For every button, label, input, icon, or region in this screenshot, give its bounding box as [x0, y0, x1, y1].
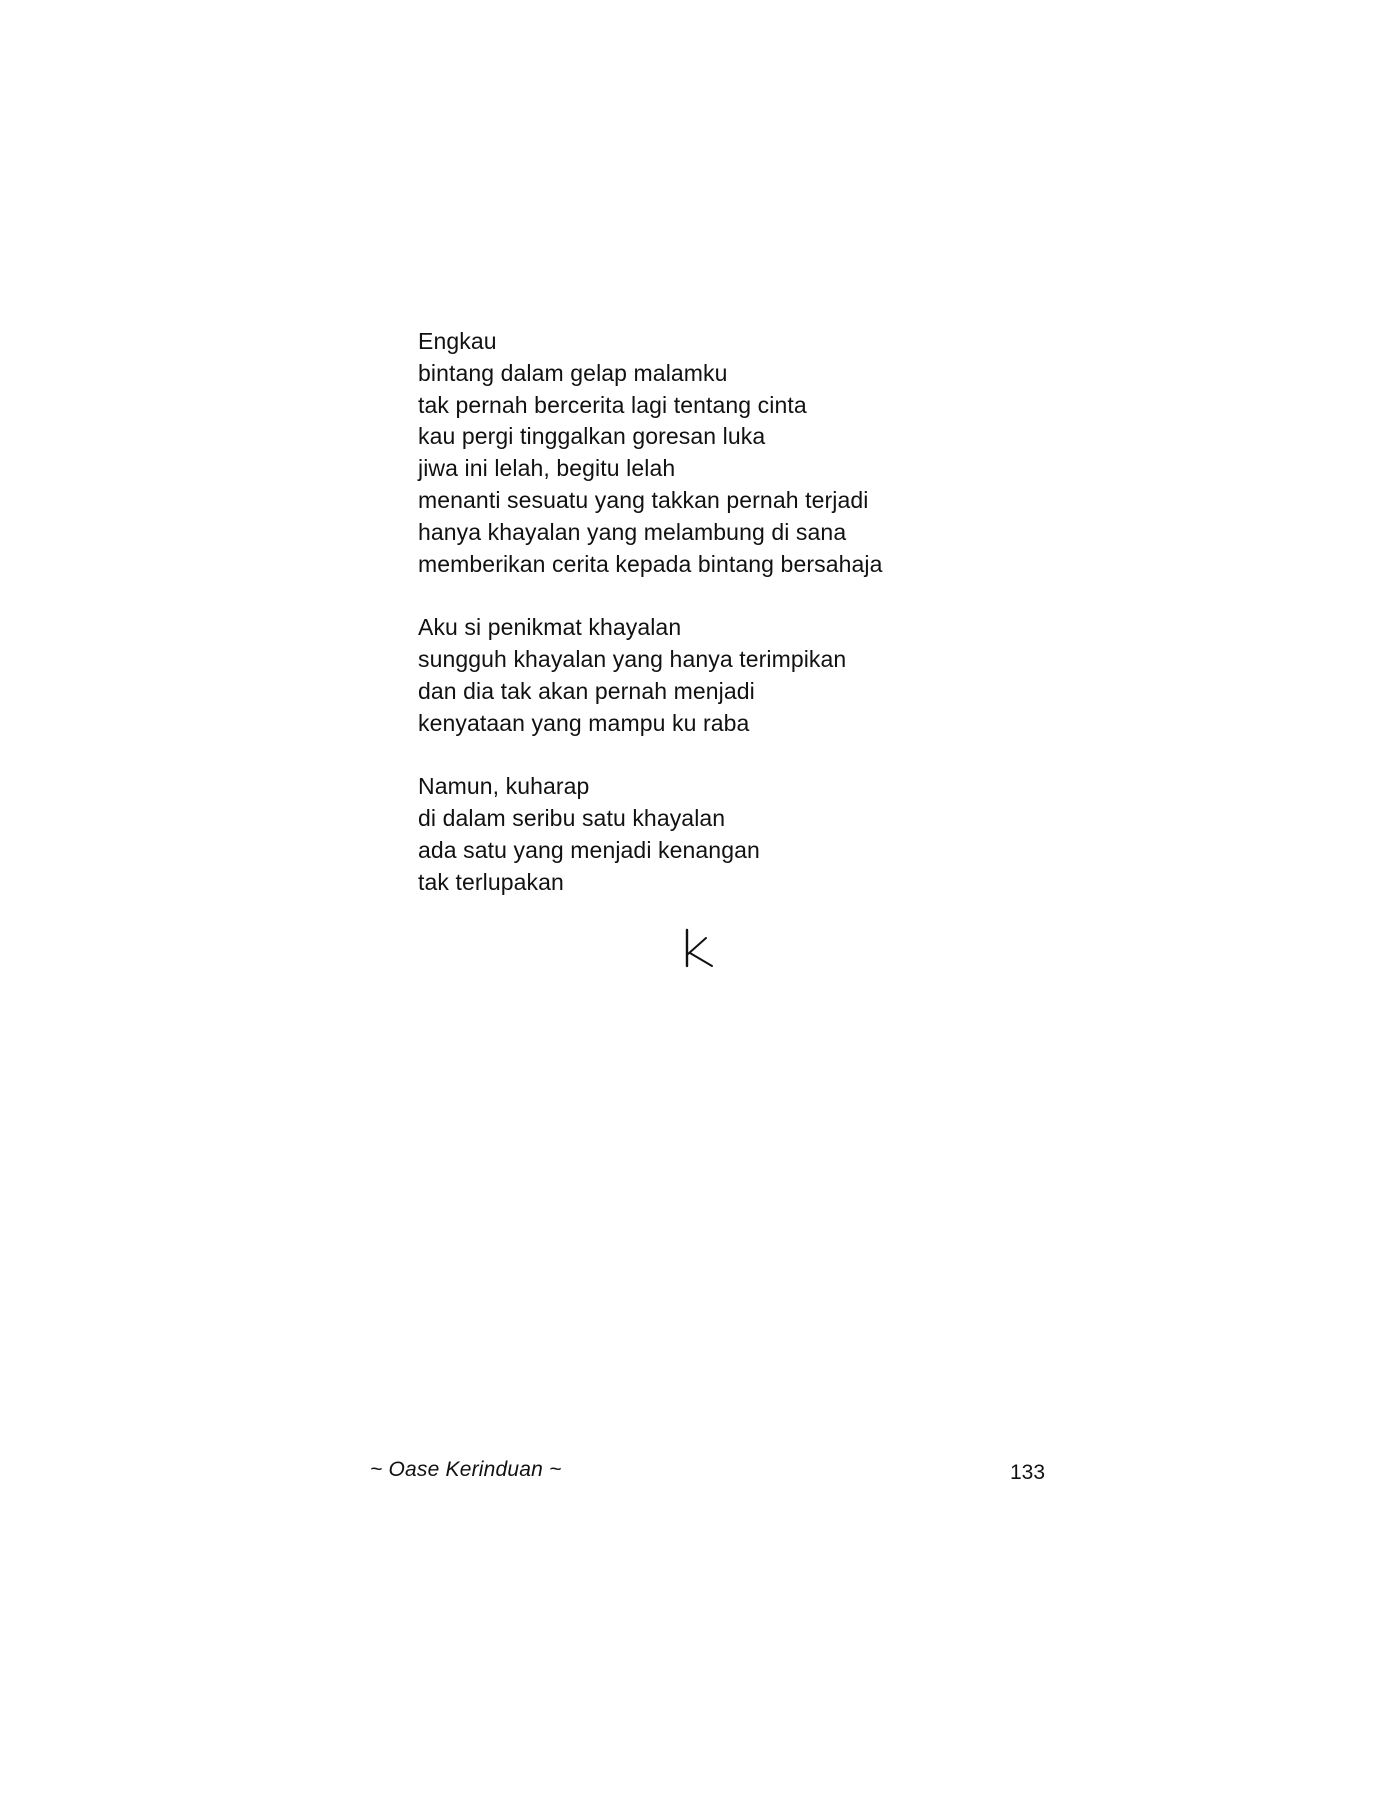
poem-line: kenyataan yang mampu ku raba: [418, 709, 750, 736]
poem-stanza-3: [418, 771, 978, 898]
book-title-footer: ~ Oase Kerinduan ~: [370, 1458, 562, 1481]
poem-line: Engkau: [418, 328, 497, 354]
poem-line: tak terlupakan: [418, 868, 564, 895]
poem-line: bintang dalam gelap malamku: [418, 359, 728, 386]
poem-line: Aku si penikmat khayalan: [418, 614, 682, 641]
poem-line: hanya khayalan yang melambung di sana: [418, 518, 847, 545]
poem-line: jiwa ini lelah, begitu lelah: [418, 455, 676, 482]
page-number: 133: [1010, 1461, 1046, 1484]
poem-line: kau pergi tinggalkan goresan luka: [418, 423, 766, 450]
poem-line: ada satu yang menjadi kenangan: [418, 836, 760, 863]
poem-line: menanti sesuatu yang takkan pernah terjadi: [418, 486, 869, 513]
poem-line: di dalam seribu satu khayalan: [418, 804, 726, 831]
poem-line: sungguh khayalan yang hanya terimpikan: [418, 645, 847, 672]
poem-line: Namun, kuharap: [418, 773, 590, 800]
poem-line: memberikan cerita kepada bintang bersahaja: [418, 550, 883, 577]
poem-line: tak pernah bercerita lagi tentang cinta: [418, 391, 807, 418]
poem-stanza-2: [418, 612, 978, 739]
leaf-ornament-icon: [676, 924, 722, 972]
poem-line: dan dia tak akan pernah menjadi: [418, 677, 755, 704]
poem-stanza-1: [418, 326, 978, 580]
poem: [418, 326, 978, 898]
